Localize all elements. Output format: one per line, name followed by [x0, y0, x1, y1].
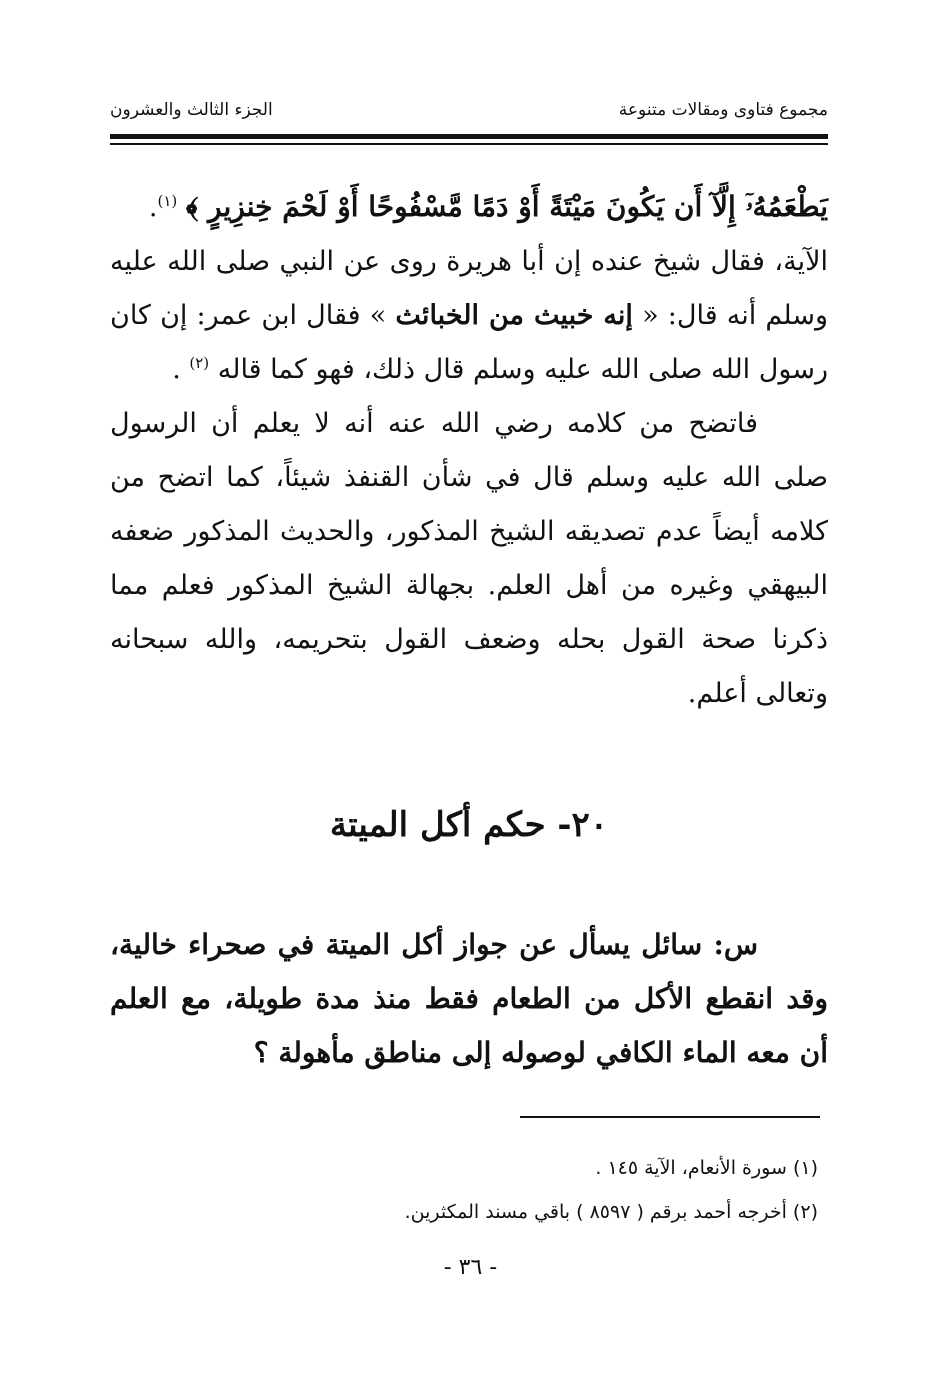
paragraph-1-part-1: الآية، فقال شيخ عنده إن أبا هريرة روى عن النبي صلى الله عليه وسلم أنه قال: «	[110, 246, 828, 331]
header-rule-thick	[110, 134, 828, 139]
quran-verse: يَطْعَمُهُۥٓ إِلَّآ أَن يَكُونَ مَيْتَةً أَوْ دَمًا مَّسْفُوحًا أَوْ لَحْمَ خِنزِيرٍ ﴾	[185, 190, 828, 223]
footnote-1: (١) سورة الأنعام، الآية ١٤٥ .	[595, 1157, 818, 1179]
paragraph-1	[110, 235, 828, 397]
main-text	[110, 180, 828, 721]
footnotes	[110, 1146, 818, 1234]
header-rule-thin	[110, 143, 828, 145]
verse-line	[110, 180, 828, 235]
paragraph-1-part-2: » فقال ابن عمر: إن كان رسول الله صلى الله عليه وسلم قال ذلك، فهو كما قاله	[110, 300, 828, 385]
footnote-separator	[520, 1116, 820, 1118]
section-title: ٢٠- حكم أكل الميتة	[329, 805, 609, 845]
footnote-ref-2: (٢)	[189, 354, 210, 372]
footnote-2: (٢) أخرجه أحمد برقم ( ٨٥٩٧ ) باقي مسند المكثرين.	[404, 1201, 818, 1223]
footnote-ref-1: (١)	[157, 192, 178, 210]
paragraph-1-end: .	[172, 354, 190, 385]
question-text: س: سائل يسأل عن جواز أكل الميتة في صحراء خالية، وقد انقطع الأكل من الطعام فقط منذ مدة طويلة، مع العلم أن معه الماء الكافي لوصوله إلى مناطق مأهولة ؟	[110, 928, 828, 1069]
hadith-quote: إنه خبيث من الخبائث	[395, 300, 633, 331]
verse-end: .	[148, 192, 158, 223]
page-number: - ٣٦ -	[443, 1255, 498, 1280]
volume-label: الجزء الثالث والعشرون	[110, 100, 273, 120]
running-header	[110, 100, 828, 130]
book-title: مجموع فتاوى ومقالات متنوعة	[618, 100, 828, 120]
paragraph-2: فاتضح من كلامه رضي الله عنه أنه لا يعلم أن الرسول صلى الله عليه وسلم قال في شأن القنفذ شيئاً، كما اتضح من كلامه أيضاً عدم تصديقه الشيخ المذكور، والحديث المذكور ضعفه البيهقي وغيره من أهل العلم. بجهالة الشيخ المذكور فعلم مما ذكرنا صحة القول بحله وضعف القول بتحريمه، والله سبحانه وتعالى أعلم.	[110, 408, 828, 709]
